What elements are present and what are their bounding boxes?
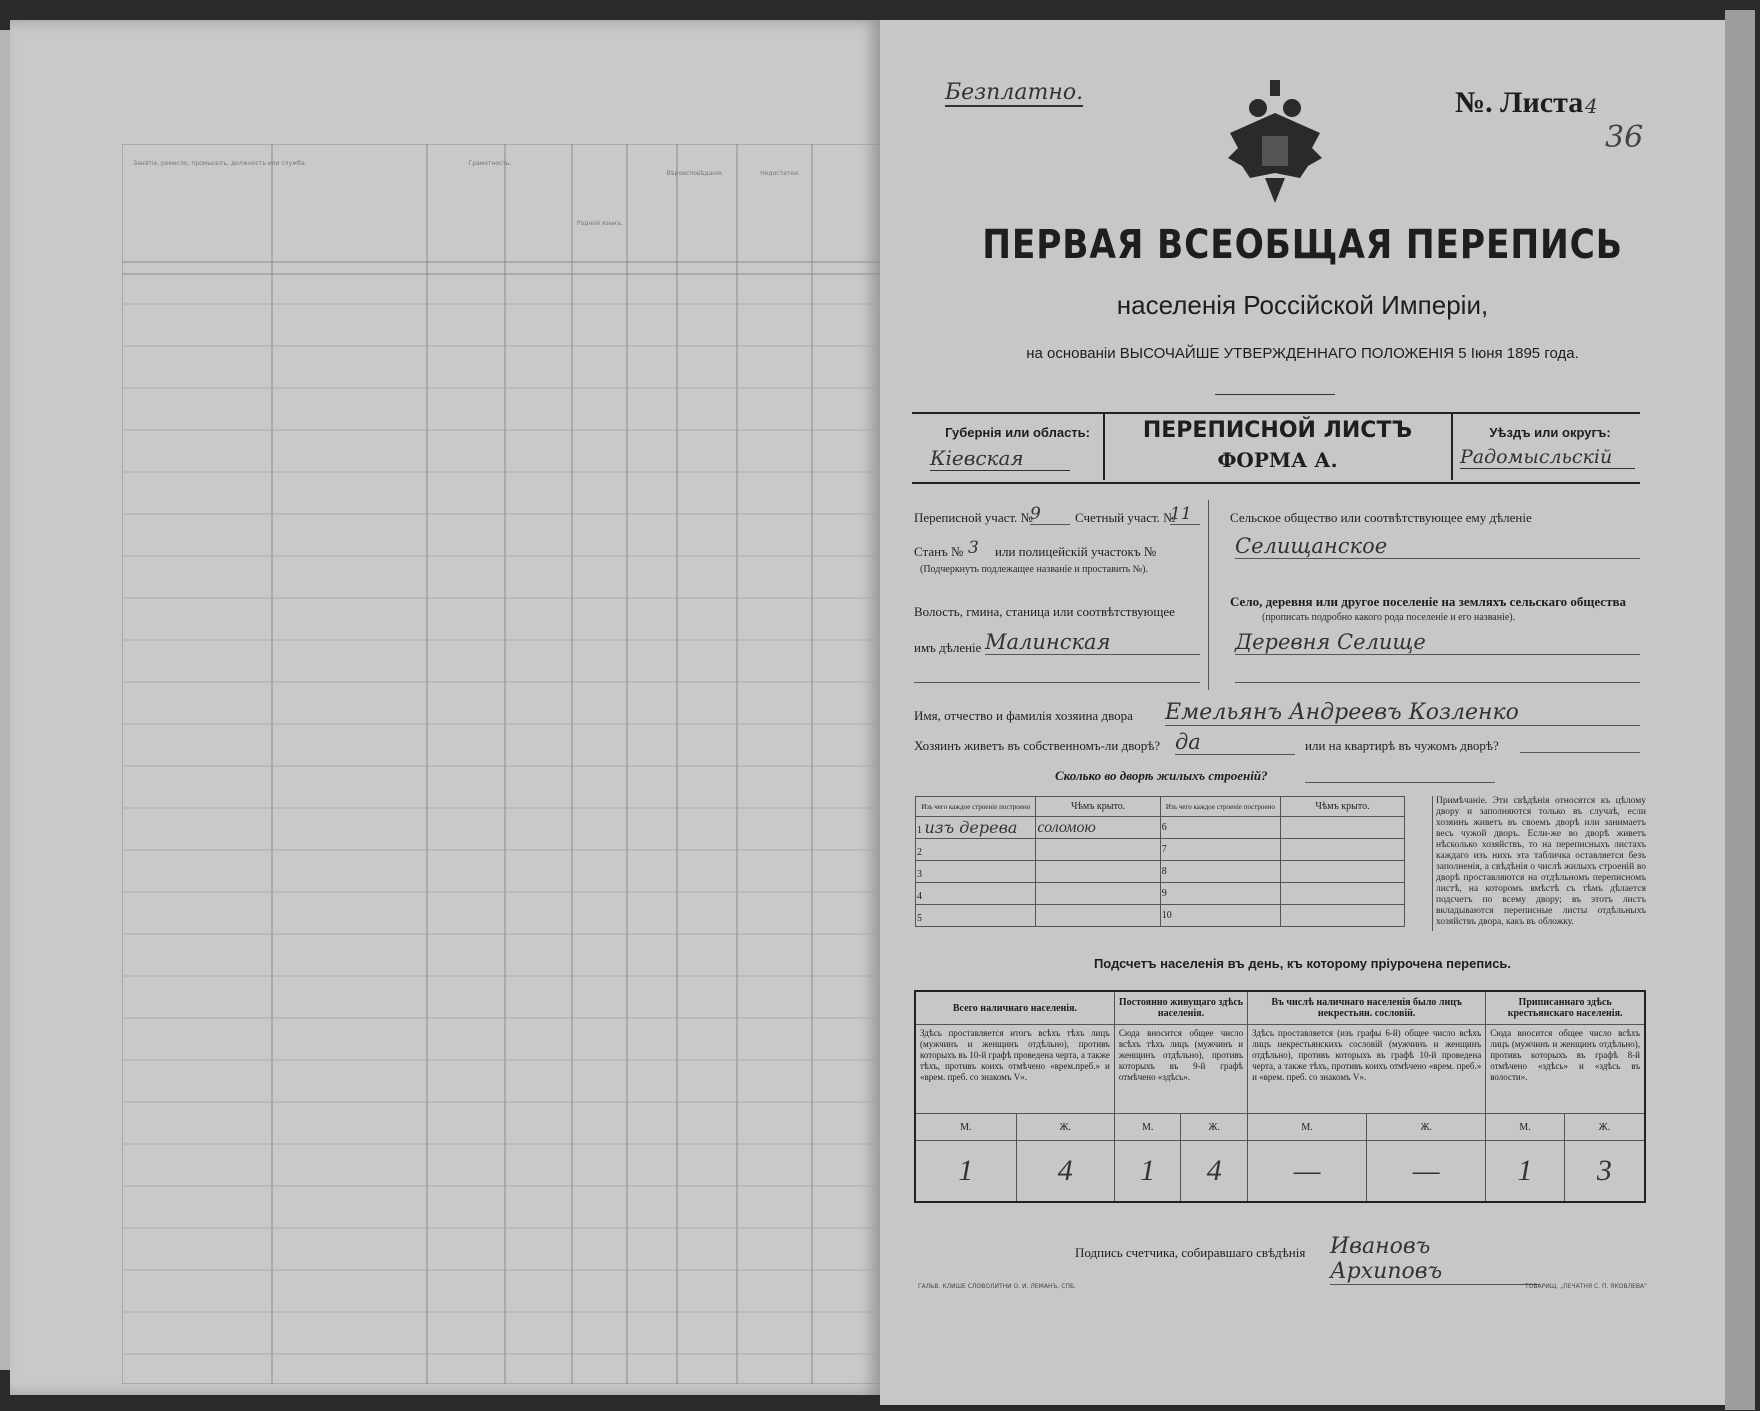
police-label: или полицейскій участокъ № — [995, 544, 1157, 559]
count-col-head: Въ числѣ наличнаго населенія было лицъ некрестьян. сословій. — [1248, 991, 1486, 1025]
building-number: 7 — [1161, 844, 1167, 855]
building-roof-empty — [1280, 905, 1404, 927]
count-female-value: 4 — [1016, 1141, 1114, 1203]
left-page — [10, 20, 880, 1395]
selo-label: Село, деревня или другое поселеніе на земляхъ сельскаго общества — [1230, 594, 1626, 609]
count-male-label: М. — [1114, 1114, 1181, 1141]
sheet-number-value: 4 — [1585, 94, 1598, 118]
volost-label-2: имъ дѣленіе — [914, 640, 982, 655]
bld-col-material-2: Изъ чего каждое строеніе построено — [1160, 797, 1280, 817]
underline-note: (Подчеркнуть подлежащее названіе и проставить №). — [920, 564, 1148, 575]
count-male-label: М. — [915, 1114, 1016, 1141]
left-header-defects: Недостатки. — [760, 170, 800, 177]
free-label: Безплатно. — [945, 80, 1084, 105]
buildings-line — [1305, 782, 1495, 783]
building-roof — [1036, 839, 1160, 861]
ornament-divider — [1215, 394, 1335, 395]
left-header-language: Родной языкъ. — [576, 220, 624, 227]
schet-uch-value: 11 — [1170, 504, 1200, 525]
count-female-label: Ж. — [1181, 1114, 1248, 1141]
count-female-value: — — [1367, 1141, 1486, 1203]
count-male-label: М. — [1248, 1114, 1367, 1141]
building-roof — [1036, 905, 1160, 927]
building-roof: соломою — [1036, 817, 1160, 839]
count-female-label: Ж. — [1016, 1114, 1114, 1141]
schet-uch-label: Счетный участ. № — [1075, 510, 1176, 525]
building-row — [916, 817, 1405, 839]
own-yard-label: Хозяинъ живетъ въ собственномъ-ли дворѣ? — [914, 738, 1161, 753]
building-roof-empty — [1280, 817, 1404, 839]
count-male-value: — — [1248, 1141, 1367, 1203]
building-number: 6 — [1161, 822, 1167, 833]
printer-left: ГАЛЬВ. КЛИШЕ СЛОВОЛИТНИ О. И. ЛЕМАНЪ, СПБ. — [918, 1283, 1077, 1290]
building-number: 2 — [917, 847, 922, 858]
selo-extra-line — [1235, 682, 1640, 683]
count-male-value: 1 — [1486, 1141, 1565, 1203]
uezd-value: Радомысльскій — [1460, 446, 1635, 469]
building-number: 9 — [1161, 888, 1167, 899]
census-title: ПЕРВАЯ ВСЕОБЩАЯ ПЕРЕПИСЬ — [982, 222, 1623, 268]
building-number: 5 — [917, 913, 922, 924]
volost-label: Волость, гмина, станица или соотвѣтствующее — [914, 604, 1175, 619]
population-count-table — [914, 990, 1646, 1203]
volost-extra-line — [914, 682, 1200, 683]
stan-label: Станъ № — [914, 544, 964, 559]
gubernia-label: Губернія или область: — [945, 425, 1090, 440]
stan-value: 3 — [968, 538, 979, 558]
count-col-head: Постоянно живущаго здѣсь населенія. — [1114, 991, 1247, 1025]
gubernia-value: Кіевская — [930, 446, 1070, 471]
count-male-value: 1 — [1114, 1141, 1181, 1203]
signature-label: Подпись счетчика, собиравшаго свѣдѣнія — [1075, 1245, 1306, 1260]
perepis-uch-label: Переписной участ. № — [914, 510, 1033, 525]
own-yard-value: да — [1175, 730, 1295, 755]
building-roof — [1036, 883, 1160, 905]
bld-col-roof-1: Чѣмъ крыто. — [1036, 797, 1160, 817]
building-roof-empty — [1280, 839, 1404, 861]
building-roof-empty — [1280, 861, 1404, 883]
count-male-value: 1 — [915, 1141, 1016, 1203]
building-number: 4 — [917, 891, 922, 902]
signature-value: Ивановъ Архиповъ — [1330, 1234, 1540, 1285]
count-col-head: Приписаннаго здѣсь крестьянскаго населенія. — [1486, 991, 1645, 1025]
bld-col-roof-2: Чѣмъ крыто. — [1280, 797, 1404, 817]
building-material: изъ дерева — [924, 818, 1018, 837]
census-basis: на основаніи ВЫСОЧАЙШЕ УТВЕРЖДЕННАГО ПОЛОЖЕНІЯ 5 Іюня 1895 года. — [1026, 345, 1579, 362]
count-title: Подсчетъ населенія въ день, къ которому пріурочена перепись. — [1093, 956, 1512, 971]
form-title: ПЕРЕПИСНОЙ ЛИСТЪ — [1142, 418, 1413, 443]
selo-value: Деревня Селище — [1235, 630, 1640, 655]
count-col-desc: Сюда вносится общее число всѣхъ тѣхъ лицъ (мужчинъ и женщинъ отдѣльно), противъ которыхъ въ 9-й графѣ отмѣчено «здѣсь». — [1114, 1025, 1247, 1114]
count-male-label: М. — [1486, 1114, 1565, 1141]
buildings-table — [915, 796, 1405, 927]
uezd-label: Уѣздъ или округъ: — [1489, 425, 1611, 440]
header-box-divider-right — [1451, 412, 1453, 480]
owner-value: Емельянъ Андреевъ Козленко — [1165, 700, 1640, 726]
count-female-label: Ж. — [1564, 1114, 1645, 1141]
count-female-value: 3 — [1564, 1141, 1645, 1203]
buildings-note: Примѣчаніе. Эти свѣдѣнія относятся къ цѣлому двору и заполняются только въ случаѣ, если хозяинъ живетъ въ своемъ дворѣ или занимаетъ весь чужой дворъ. Если-же во дворѣ живетъ нѣсколько хозяйствъ, то на переписныхъ листахъ каждаго изъ нихъ эта табличка оставляется безъ заполненія, а свѣдѣнія о числѣ жилыхъ строеній во дворѣ проставляются на отдѣльномъ переписномъ листѣ, на которомъ вмѣстѣ съ тѣмъ дѣлается подсчетъ по всему двору; въ этотъ листъ вкладываются переписные листы отдѣльныхъ хозяйствъ двора, какъ въ обложку. — [1436, 796, 1646, 927]
left-header-religion: Вѣроисповѣданіе. — [666, 170, 724, 177]
count-col-desc: Здѣсь проставляется (изъ графы 6-й) общее число всѣхъ лицъ некрестьянскихъ сословій (мужчинъ и женщинъ отдѣльно), противъ которыхъ въ графѣ 10-й проведена черта, а также тѣхъ, противъ коихъ отмѣчено «врем. преб.» и «врем. преб. со знакомъ V». — [1248, 1025, 1486, 1114]
census-subtitle: населенія Россійской Имперіи, — [1116, 290, 1489, 320]
sheet-number-pencil: 36 — [1605, 120, 1644, 155]
building-roof — [1036, 861, 1160, 883]
left-header-occupation: Занятіе, ремесло, промыселъ, должность или служба. — [133, 160, 307, 167]
count-col-desc: Сюда вносится общее число всѣхъ лицъ (мужчинъ и женщинъ отдѣльно), противъ которыхъ въ графѣ 8-й отмѣчено «здѣсь» и «здѣсь въ волости». — [1486, 1025, 1645, 1114]
building-number: 10 — [1161, 910, 1172, 921]
form-divider — [1208, 500, 1209, 690]
buildings-label: Сколько во дворѣ жилыхъ строеній? — [1055, 768, 1268, 783]
building-row — [916, 883, 1405, 905]
building-row — [916, 861, 1405, 883]
obshchestvo-value: Селищанское — [1235, 534, 1640, 559]
rented-label: или на квартирѣ въ чужомъ дворѣ? — [1305, 738, 1499, 753]
count-female-value: 4 — [1181, 1141, 1248, 1203]
left-page-grid — [122, 144, 882, 1384]
building-number: 8 — [1161, 866, 1167, 877]
selo-note: (прописать подробно какого рода поселеніе и его названіе). — [1262, 612, 1516, 623]
perepis-uch-value: 9 — [1030, 504, 1070, 525]
left-header-literacy: Грамотность. — [468, 160, 512, 167]
count-female-label: Ж. — [1367, 1114, 1486, 1141]
building-roof-empty — [1280, 883, 1404, 905]
building-number: 3 — [917, 869, 922, 880]
building-row — [916, 839, 1405, 861]
right-page-stack-edge — [1725, 10, 1755, 1410]
imperial-eagle-icon — [1220, 78, 1330, 208]
bld-col-material-1: Изъ чего каждое строеніе построено — [916, 797, 1036, 817]
sheet-number-label: №. Листа — [1455, 86, 1584, 119]
building-row — [916, 905, 1405, 927]
building-number: 1 — [917, 825, 922, 836]
volost-value: Малинская — [985, 630, 1200, 655]
note-divider — [1432, 796, 1434, 931]
count-col-desc: Здѣсь проставляется итогъ всѣхъ тѣхъ лицъ (мужчинъ и женщинъ отдѣльно), противъ которыхъ въ 10-й графѣ проведена черта, а также тѣхъ, противъ коихъ отмѣчено «врем.преб.» и «врем. преб. со знакомъ V». — [915, 1025, 1114, 1114]
rented-line — [1520, 752, 1640, 753]
owner-label: Имя, отчество и фамилія хозяина двора — [914, 708, 1133, 723]
form-letter: ФОРМА А. — [1217, 448, 1338, 472]
obshchestvo-label: Сельское общество или соотвѣтствующее ему дѣленіе — [1230, 510, 1532, 525]
printer-right: ТОВАРИЩ. „ПЕЧАТНЯ С. П. ЯКОВЛЕВА" — [1525, 1283, 1647, 1290]
count-col-head: Всего наличнаго населенія. — [915, 991, 1114, 1025]
